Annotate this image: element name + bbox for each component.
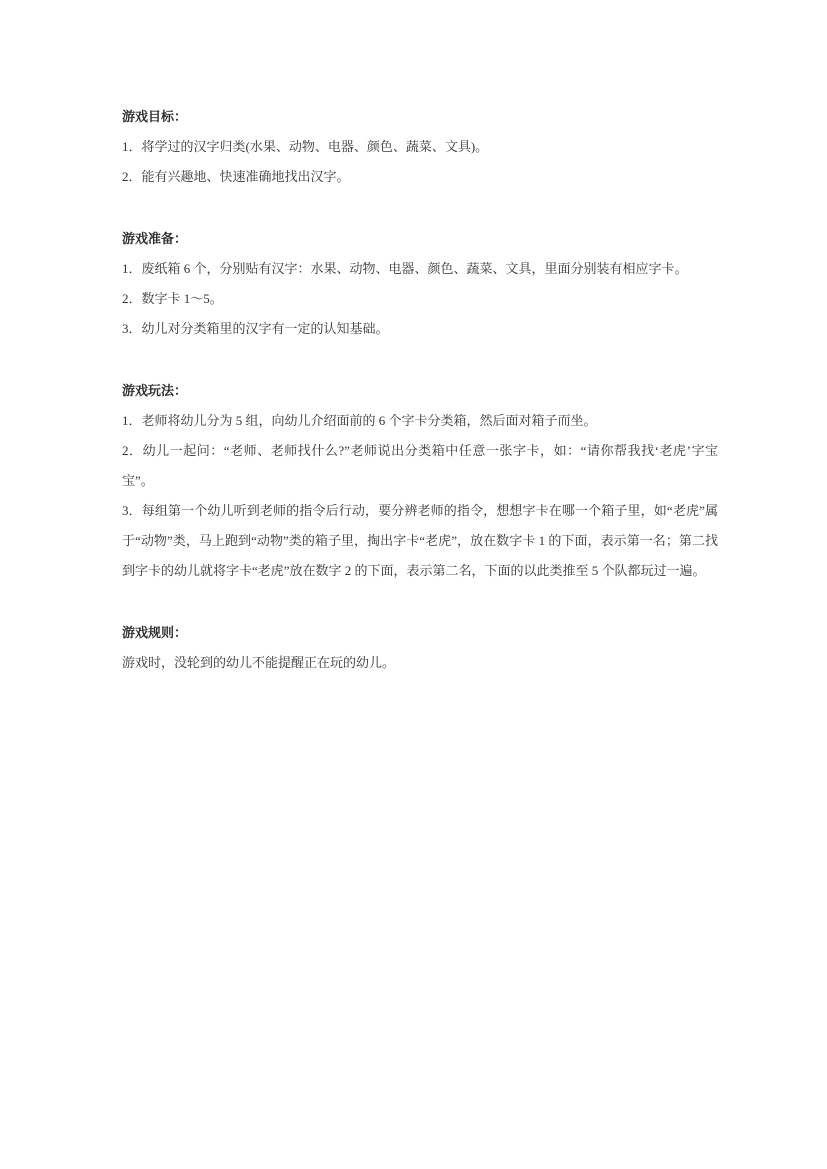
paragraph: 1．老师将幼儿分为 5 组，向幼儿介绍面前的 6 个字卡分类箱，然后面对箱子而坐。	[122, 413, 597, 428]
paragraph: 2．能有兴趣地、快速准确地找出汉字。	[122, 169, 350, 184]
paragraph: 1．将学过的汉字归类(水果、动物、电器、颜色、蔬菜、文具)。	[122, 139, 489, 154]
section-items	[122, 406, 718, 586]
section-heading: 游戏准备：	[122, 231, 188, 246]
section-items	[122, 132, 718, 192]
paragraph: 2．幼儿一起问：“老师、老师找什么?”老师说出分类箱中任意一张字卡，如：“请你帮我找‘老虎’字宝宝”。	[122, 443, 718, 488]
document-section	[122, 224, 718, 344]
document-content	[122, 102, 718, 678]
paragraph: 3．每组第一个幼儿听到老师的指令后行动，要分辨老师的指令，想想字卡在哪一个箱子里，如“老虎”属于“动物”类，马上跑到“动物”类的箱子里，掏出字卡“老虎”，放在数字卡 1 的下面，表示第一名；第二找到字卡的幼儿就将字卡“老虎”放在数字 2 的下面，表示第二名，下面的以此类推至 5 个队都玩过一遍。	[122, 503, 718, 578]
section-items	[122, 648, 718, 678]
section-heading: 游戏目标：	[122, 109, 188, 124]
paragraph: 2．数字卡 1～5。	[122, 291, 223, 306]
document-section	[122, 376, 718, 586]
document-section	[122, 102, 718, 192]
paragraph: 1．废纸箱 6 个，分别贴有汉字：水果、动物、电器、颜色、蔬菜、文具，里面分别装有相应字卡。	[122, 261, 688, 276]
document-section	[122, 618, 718, 678]
paragraph: 3．幼儿对分类箱里的汉字有一定的认知基础。	[122, 321, 389, 336]
section-heading: 游戏玩法：	[122, 383, 188, 398]
paragraph: 游戏时，没轮到的幼儿不能提醒正在玩的幼儿。	[122, 655, 396, 670]
section-heading: 游戏规则：	[122, 625, 188, 640]
section-items	[122, 254, 718, 344]
